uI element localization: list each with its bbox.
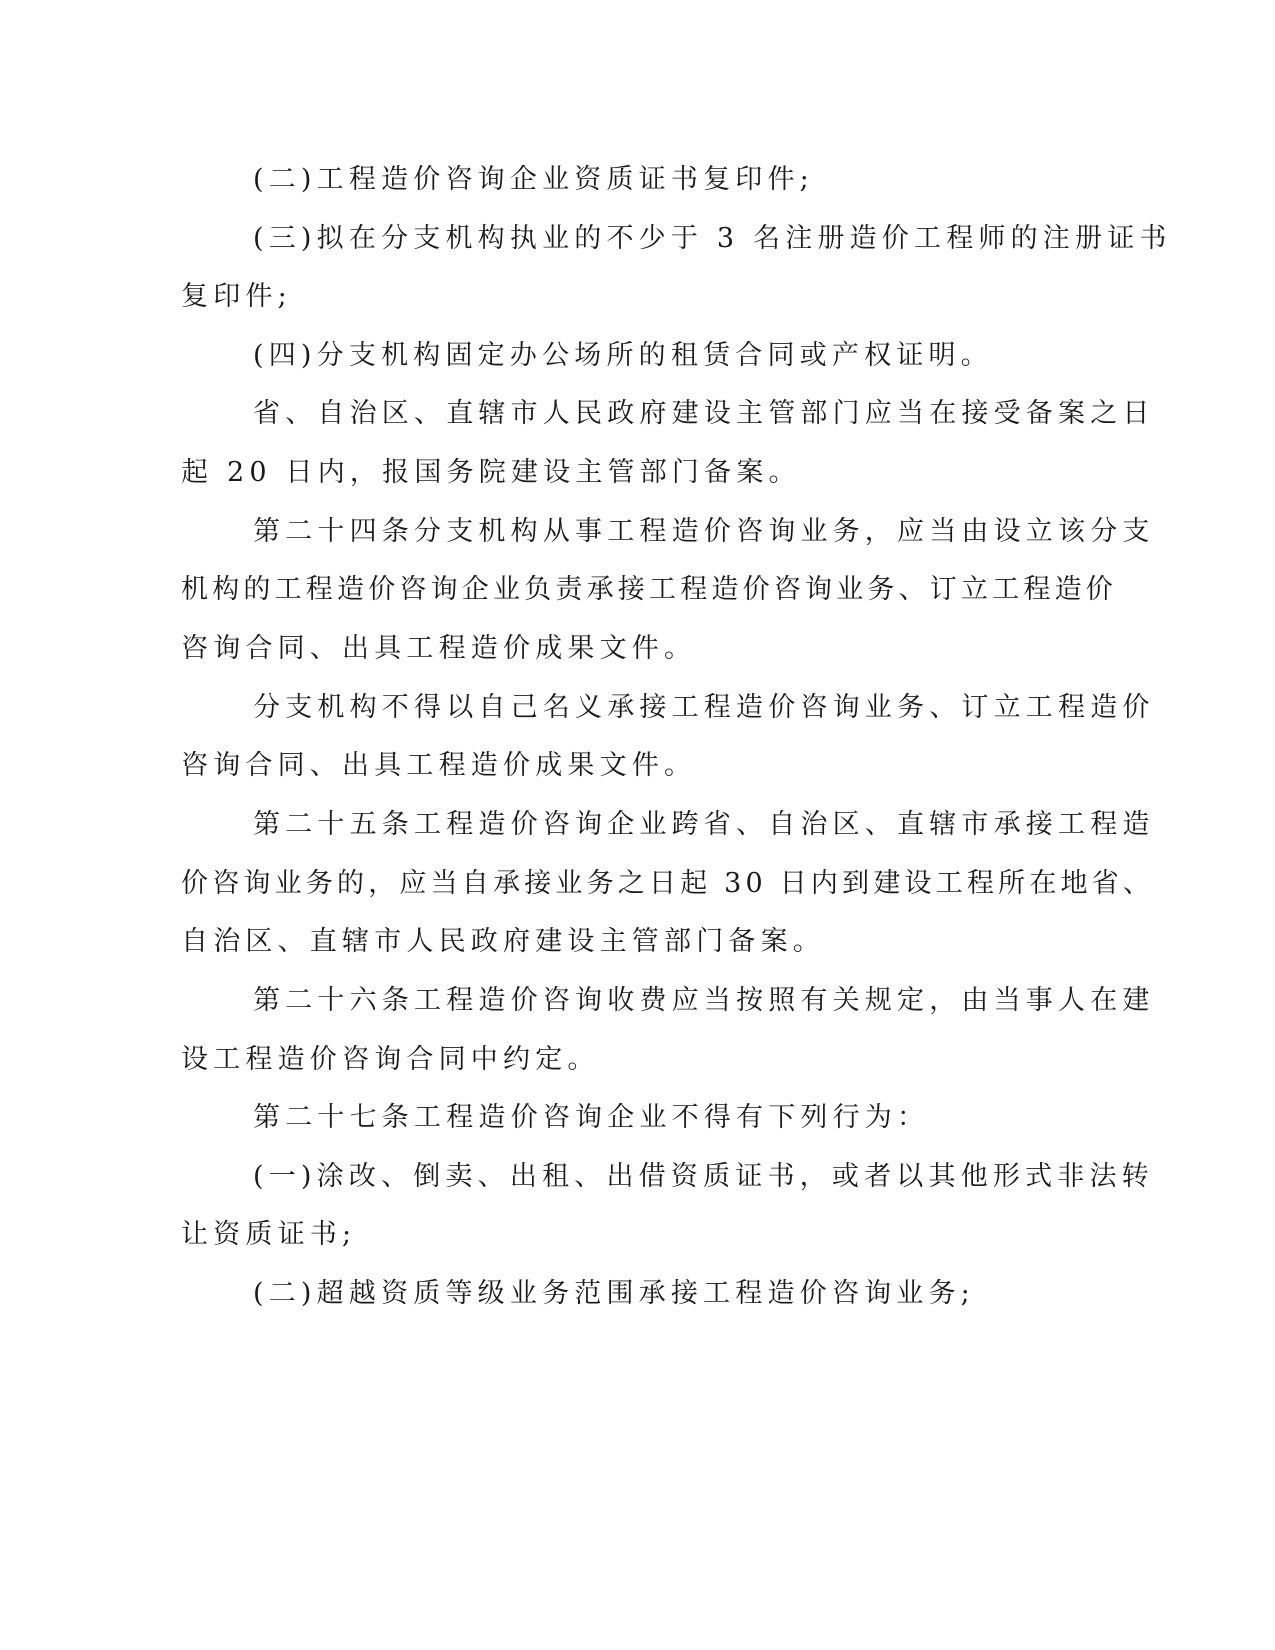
list-item-3-line-2: 复印件; [181, 281, 292, 312]
list-item-3-line-1: (三)拟在分支机构执业的不少于 3 名注册造价工程师的注册证书 [253, 223, 1172, 254]
paragraph-filing-line-2: 起 20 日内，报国务院建设主管部门备案。 [181, 457, 801, 488]
article-25-line-1: 第二十五条工程造价咨询企业跨省、自治区、直辖市承接工程造 [253, 809, 1155, 840]
article-27-heading: 第二十七条工程造价咨询企业不得有下列行为： [253, 1102, 930, 1133]
article-26-line-1: 第二十六条工程造价咨询收费应当按照有关规定，由当事人在建 [253, 985, 1155, 1016]
article-24-line-3: 咨询合同、出具工程造价成果文件。 [181, 633, 697, 664]
article-25-line-2: 价咨询业务的，应当自承接业务之日起 30 日内到建设工程所在地省、 [181, 868, 1155, 899]
list-item-4: (四)分支机构固定办公场所的租赁合同或产权证明。 [253, 340, 993, 371]
article-27-item-1-line-2: 让资质证书; [181, 1219, 357, 1250]
article-25-line-3: 自治区、直辖市人民政府建设主管部门备案。 [181, 926, 825, 957]
paragraph-branch-line-2: 咨询合同、出具工程造价成果文件。 [181, 750, 697, 781]
paragraph-branch-line-1: 分支机构不得以自己名义承接工程造价咨询业务、订立工程造价 [253, 692, 1155, 723]
list-item-2-supporting-docs: (二)工程造价咨询企业资质证书复印件; [253, 164, 814, 195]
paragraph-filing-line-1: 省、自治区、直辖市人民政府建设主管部门应当在接受备案之日 [253, 398, 1155, 429]
article-24-line-1: 第二十四条分支机构从事工程造价咨询业务，应当由设立该分支 [253, 516, 1155, 547]
article-24-line-2: 机构的工程造价咨询企业负责承接工程造价咨询业务、订立工程造价 [181, 574, 1117, 605]
article-27-item-2: (二)超越资质等级业务范围承接工程造价咨询业务; [253, 1278, 975, 1309]
article-27-item-1-line-1: (一)涂改、倒卖、出租、出借资质证书，或者以其他形式非法转 [253, 1161, 1154, 1192]
article-26-line-2: 设工程造价咨询合同中约定。 [181, 1044, 600, 1075]
